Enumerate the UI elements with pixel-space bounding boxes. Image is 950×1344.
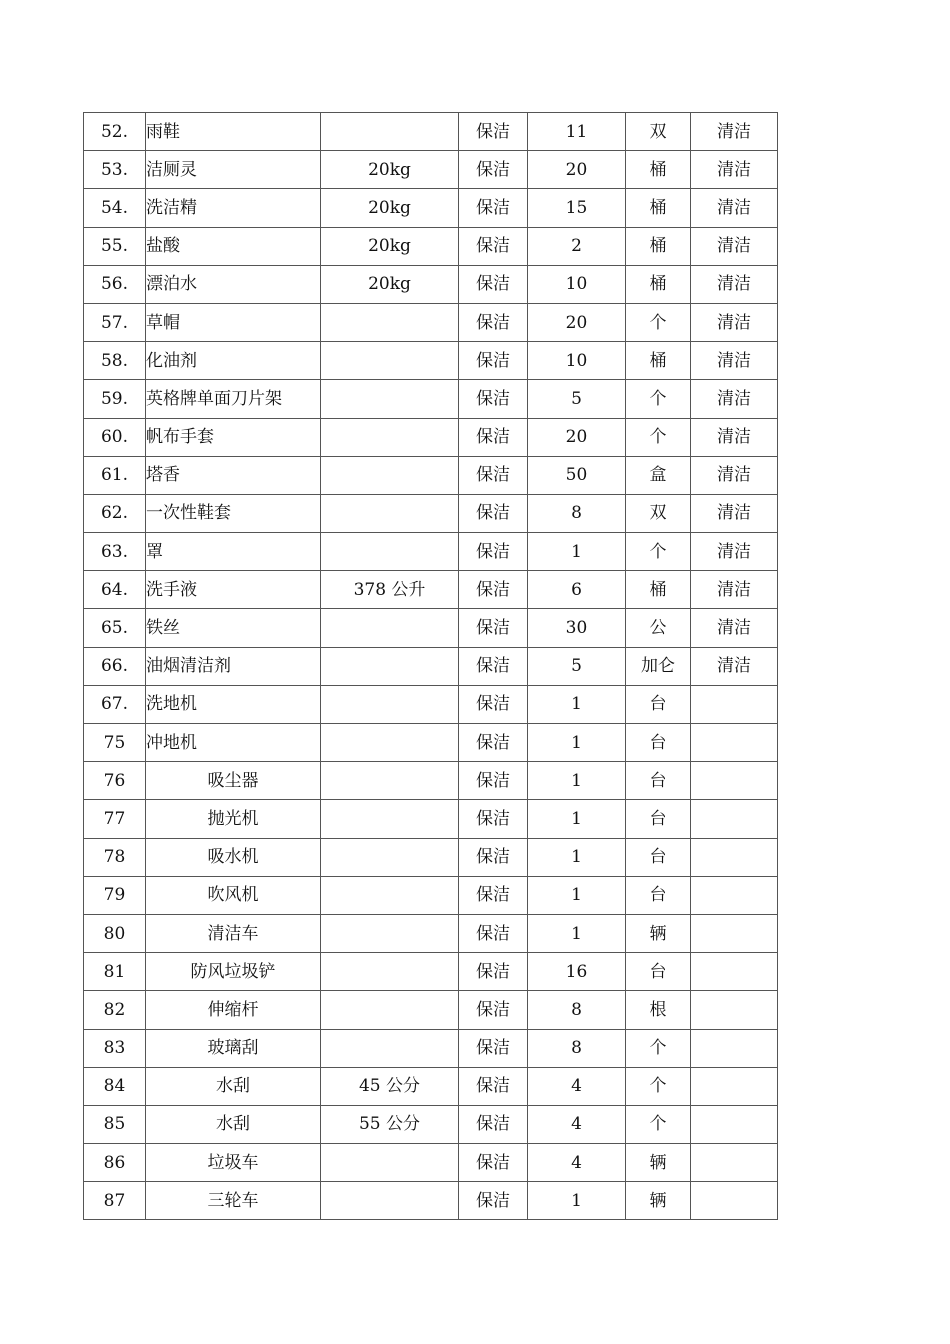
department-cell: 保洁 [459, 533, 528, 571]
department-cell: 保洁 [459, 991, 528, 1029]
specification-cell [321, 113, 459, 151]
row-number-cell: 86 [84, 1144, 146, 1182]
unit-cell: 个 [626, 380, 691, 418]
item-name-cell: 吹风机 [146, 876, 321, 914]
unit-cell: 辆 [626, 914, 691, 952]
table-row [84, 800, 778, 838]
row-number-cell: 52. [84, 113, 146, 151]
unit-cell: 辆 [626, 1144, 691, 1182]
purpose-cell [691, 953, 778, 991]
department-cell: 保洁 [459, 724, 528, 762]
specification-cell [321, 991, 459, 1029]
specification-cell [321, 762, 459, 800]
department-cell: 保洁 [459, 1182, 528, 1220]
item-name-cell: 吸水机 [146, 838, 321, 876]
row-number-cell: 76 [84, 762, 146, 800]
quantity-cell: 4 [528, 1144, 626, 1182]
department-cell: 保洁 [459, 762, 528, 800]
unit-cell: 盒 [626, 456, 691, 494]
specification-cell: 20kg [321, 151, 459, 189]
row-number-cell: 64. [84, 571, 146, 609]
item-name-cell: 伸缩杆 [146, 991, 321, 1029]
table-row [84, 914, 778, 952]
quantity-cell: 4 [528, 1067, 626, 1105]
specification-cell [321, 609, 459, 647]
item-name-cell: 玻璃刮 [146, 1029, 321, 1067]
quantity-cell: 15 [528, 189, 626, 227]
purpose-cell [691, 1182, 778, 1220]
row-number-cell: 79 [84, 876, 146, 914]
table-row [84, 953, 778, 991]
table-row [84, 456, 778, 494]
department-cell: 保洁 [459, 265, 528, 303]
department-cell: 保洁 [459, 1029, 528, 1067]
item-name-cell: 草帽 [146, 303, 321, 341]
row-number-cell: 75 [84, 724, 146, 762]
purpose-cell: 清洁 [691, 494, 778, 532]
unit-cell: 个 [626, 533, 691, 571]
item-name-cell: 洗地机 [146, 685, 321, 723]
department-cell: 保洁 [459, 227, 528, 265]
row-number-cell: 84 [84, 1067, 146, 1105]
table-row [84, 1067, 778, 1105]
unit-cell: 公 [626, 609, 691, 647]
row-number-cell: 80 [84, 914, 146, 952]
unit-cell: 个 [626, 1105, 691, 1143]
purpose-cell [691, 1144, 778, 1182]
quantity-cell: 20 [528, 418, 626, 456]
row-number-cell: 62. [84, 494, 146, 532]
row-number-cell: 87 [84, 1182, 146, 1220]
row-number-cell: 59. [84, 380, 146, 418]
quantity-cell: 5 [528, 647, 626, 685]
specification-cell [321, 953, 459, 991]
purpose-cell: 清洁 [691, 265, 778, 303]
specification-cell [321, 876, 459, 914]
department-cell: 保洁 [459, 609, 528, 647]
purpose-cell: 清洁 [691, 342, 778, 380]
purpose-cell: 清洁 [691, 227, 778, 265]
purpose-cell [691, 724, 778, 762]
unit-cell: 加仑 [626, 647, 691, 685]
purpose-cell: 清洁 [691, 113, 778, 151]
unit-cell: 台 [626, 876, 691, 914]
department-cell: 保洁 [459, 418, 528, 456]
department-cell: 保洁 [459, 494, 528, 532]
table-row [84, 571, 778, 609]
specification-cell [321, 800, 459, 838]
table-row [84, 494, 778, 532]
unit-cell: 双 [626, 494, 691, 532]
row-number-cell: 77 [84, 800, 146, 838]
item-name-cell: 冲地机 [146, 724, 321, 762]
purpose-cell [691, 838, 778, 876]
specification-cell [321, 647, 459, 685]
unit-cell: 个 [626, 303, 691, 341]
row-number-cell: 58. [84, 342, 146, 380]
purpose-cell [691, 800, 778, 838]
purpose-cell: 清洁 [691, 456, 778, 494]
unit-cell: 台 [626, 762, 691, 800]
department-cell: 保洁 [459, 1144, 528, 1182]
specification-cell [321, 456, 459, 494]
quantity-cell: 30 [528, 609, 626, 647]
table-row [84, 876, 778, 914]
quantity-cell: 8 [528, 494, 626, 532]
row-number-cell: 83 [84, 1029, 146, 1067]
item-name-cell: 洗手液 [146, 571, 321, 609]
department-cell: 保洁 [459, 151, 528, 189]
purpose-cell: 清洁 [691, 380, 778, 418]
item-name-cell: 水刮 [146, 1067, 321, 1105]
quantity-cell: 1 [528, 724, 626, 762]
quantity-cell: 10 [528, 342, 626, 380]
table-row [84, 724, 778, 762]
item-name-cell: 防风垃圾铲 [146, 953, 321, 991]
row-number-cell: 85 [84, 1105, 146, 1143]
specification-cell: 20kg [321, 189, 459, 227]
row-number-cell: 66. [84, 647, 146, 685]
quantity-cell: 1 [528, 533, 626, 571]
specification-cell: 378 公升 [321, 571, 459, 609]
purpose-cell [691, 991, 778, 1029]
unit-cell: 台 [626, 685, 691, 723]
row-number-cell: 81 [84, 953, 146, 991]
department-cell: 保洁 [459, 647, 528, 685]
quantity-cell: 4 [528, 1105, 626, 1143]
quantity-cell: 50 [528, 456, 626, 494]
quantity-cell: 1 [528, 1182, 626, 1220]
purpose-cell: 清洁 [691, 418, 778, 456]
quantity-cell: 2 [528, 227, 626, 265]
item-name-cell: 吸尘器 [146, 762, 321, 800]
table-row [84, 303, 778, 341]
row-number-cell: 82 [84, 991, 146, 1029]
item-name-cell: 英格牌单面刀片架 [146, 380, 321, 418]
department-cell: 保洁 [459, 342, 528, 380]
quantity-cell: 8 [528, 991, 626, 1029]
unit-cell: 根 [626, 991, 691, 1029]
specification-cell [321, 380, 459, 418]
table-row [84, 1144, 778, 1182]
department-cell: 保洁 [459, 914, 528, 952]
department-cell: 保洁 [459, 685, 528, 723]
quantity-cell: 6 [528, 571, 626, 609]
unit-cell: 双 [626, 113, 691, 151]
table-row [84, 227, 778, 265]
specification-cell [321, 1144, 459, 1182]
quantity-cell: 1 [528, 876, 626, 914]
department-cell: 保洁 [459, 1067, 528, 1105]
purpose-cell: 清洁 [691, 189, 778, 227]
item-name-cell: 盐酸 [146, 227, 321, 265]
row-number-cell: 60. [84, 418, 146, 456]
purpose-cell [691, 1067, 778, 1105]
department-cell: 保洁 [459, 876, 528, 914]
item-name-cell: 三轮车 [146, 1182, 321, 1220]
item-name-cell: 水刮 [146, 1105, 321, 1143]
quantity-cell: 1 [528, 838, 626, 876]
unit-cell: 台 [626, 724, 691, 762]
table-row [84, 1029, 778, 1067]
quantity-cell: 1 [528, 685, 626, 723]
item-name-cell: 塔香 [146, 456, 321, 494]
table-row [84, 647, 778, 685]
table-row [84, 1182, 778, 1220]
department-cell: 保洁 [459, 953, 528, 991]
unit-cell: 桶 [626, 189, 691, 227]
purpose-cell: 清洁 [691, 571, 778, 609]
specification-cell: 45 公分 [321, 1067, 459, 1105]
unit-cell: 台 [626, 953, 691, 991]
unit-cell: 个 [626, 1029, 691, 1067]
table-row [84, 685, 778, 723]
department-cell: 保洁 [459, 1105, 528, 1143]
row-number-cell: 78 [84, 838, 146, 876]
purpose-cell [691, 876, 778, 914]
item-name-cell: 化油剂 [146, 342, 321, 380]
row-number-cell: 57. [84, 303, 146, 341]
unit-cell: 辆 [626, 1182, 691, 1220]
row-number-cell: 61. [84, 456, 146, 494]
item-name-cell: 油烟清洁剂 [146, 647, 321, 685]
row-number-cell: 55. [84, 227, 146, 265]
table-row [84, 342, 778, 380]
item-name-cell: 漂泊水 [146, 265, 321, 303]
quantity-cell: 20 [528, 303, 626, 341]
specification-cell: 20kg [321, 265, 459, 303]
unit-cell: 桶 [626, 571, 691, 609]
quantity-cell: 16 [528, 953, 626, 991]
purpose-cell: 清洁 [691, 151, 778, 189]
quantity-cell: 10 [528, 265, 626, 303]
purpose-cell [691, 685, 778, 723]
specification-cell [321, 494, 459, 532]
department-cell: 保洁 [459, 838, 528, 876]
quantity-cell: 1 [528, 914, 626, 952]
quantity-cell: 5 [528, 380, 626, 418]
quantity-cell: 20 [528, 151, 626, 189]
table-row [84, 113, 778, 151]
table-row [84, 838, 778, 876]
table-row [84, 991, 778, 1029]
item-name-cell: 一次性鞋套 [146, 494, 321, 532]
inventory-table-body [84, 113, 778, 1220]
purpose-cell [691, 1105, 778, 1143]
unit-cell: 台 [626, 800, 691, 838]
department-cell: 保洁 [459, 380, 528, 418]
department-cell: 保洁 [459, 456, 528, 494]
purpose-cell: 清洁 [691, 647, 778, 685]
department-cell: 保洁 [459, 303, 528, 341]
department-cell: 保洁 [459, 113, 528, 151]
specification-cell [321, 685, 459, 723]
purpose-cell: 清洁 [691, 303, 778, 341]
specification-cell [321, 914, 459, 952]
unit-cell: 桶 [626, 342, 691, 380]
item-name-cell: 铁丝 [146, 609, 321, 647]
quantity-cell: 8 [528, 1029, 626, 1067]
purpose-cell: 清洁 [691, 609, 778, 647]
department-cell: 保洁 [459, 189, 528, 227]
quantity-cell: 11 [528, 113, 626, 151]
table-row [84, 609, 778, 647]
table-row [84, 418, 778, 456]
specification-cell [321, 342, 459, 380]
table-row [84, 1105, 778, 1143]
item-name-cell: 抛光机 [146, 800, 321, 838]
row-number-cell: 56. [84, 265, 146, 303]
row-number-cell: 63. [84, 533, 146, 571]
row-number-cell: 53. [84, 151, 146, 189]
specification-cell [321, 533, 459, 571]
item-name-cell: 垃圾车 [146, 1144, 321, 1182]
unit-cell: 个 [626, 1067, 691, 1105]
specification-cell [321, 724, 459, 762]
table-row [84, 533, 778, 571]
unit-cell: 桶 [626, 227, 691, 265]
row-number-cell: 54. [84, 189, 146, 227]
table-row [84, 265, 778, 303]
table-row [84, 380, 778, 418]
item-name-cell: 雨鞋 [146, 113, 321, 151]
table-row [84, 189, 778, 227]
item-name-cell: 帆布手套 [146, 418, 321, 456]
quantity-cell: 1 [528, 800, 626, 838]
purpose-cell [691, 1029, 778, 1067]
specification-cell [321, 838, 459, 876]
purpose-cell: 清洁 [691, 533, 778, 571]
table-row [84, 151, 778, 189]
item-name-cell: 罩 [146, 533, 321, 571]
unit-cell: 桶 [626, 265, 691, 303]
item-name-cell: 洁厕灵 [146, 151, 321, 189]
item-name-cell: 洗洁精 [146, 189, 321, 227]
row-number-cell: 65. [84, 609, 146, 647]
unit-cell: 个 [626, 418, 691, 456]
unit-cell: 台 [626, 838, 691, 876]
row-number-cell: 67. [84, 685, 146, 723]
specification-cell: 20kg [321, 227, 459, 265]
specification-cell: 55 公分 [321, 1105, 459, 1143]
quantity-cell: 1 [528, 762, 626, 800]
item-name-cell: 清洁车 [146, 914, 321, 952]
inventory-table [83, 112, 778, 1220]
specification-cell [321, 1029, 459, 1067]
department-cell: 保洁 [459, 571, 528, 609]
unit-cell: 桶 [626, 151, 691, 189]
specification-cell [321, 303, 459, 341]
specification-cell [321, 1182, 459, 1220]
department-cell: 保洁 [459, 800, 528, 838]
table-row [84, 762, 778, 800]
purpose-cell [691, 762, 778, 800]
specification-cell [321, 418, 459, 456]
purpose-cell [691, 914, 778, 952]
